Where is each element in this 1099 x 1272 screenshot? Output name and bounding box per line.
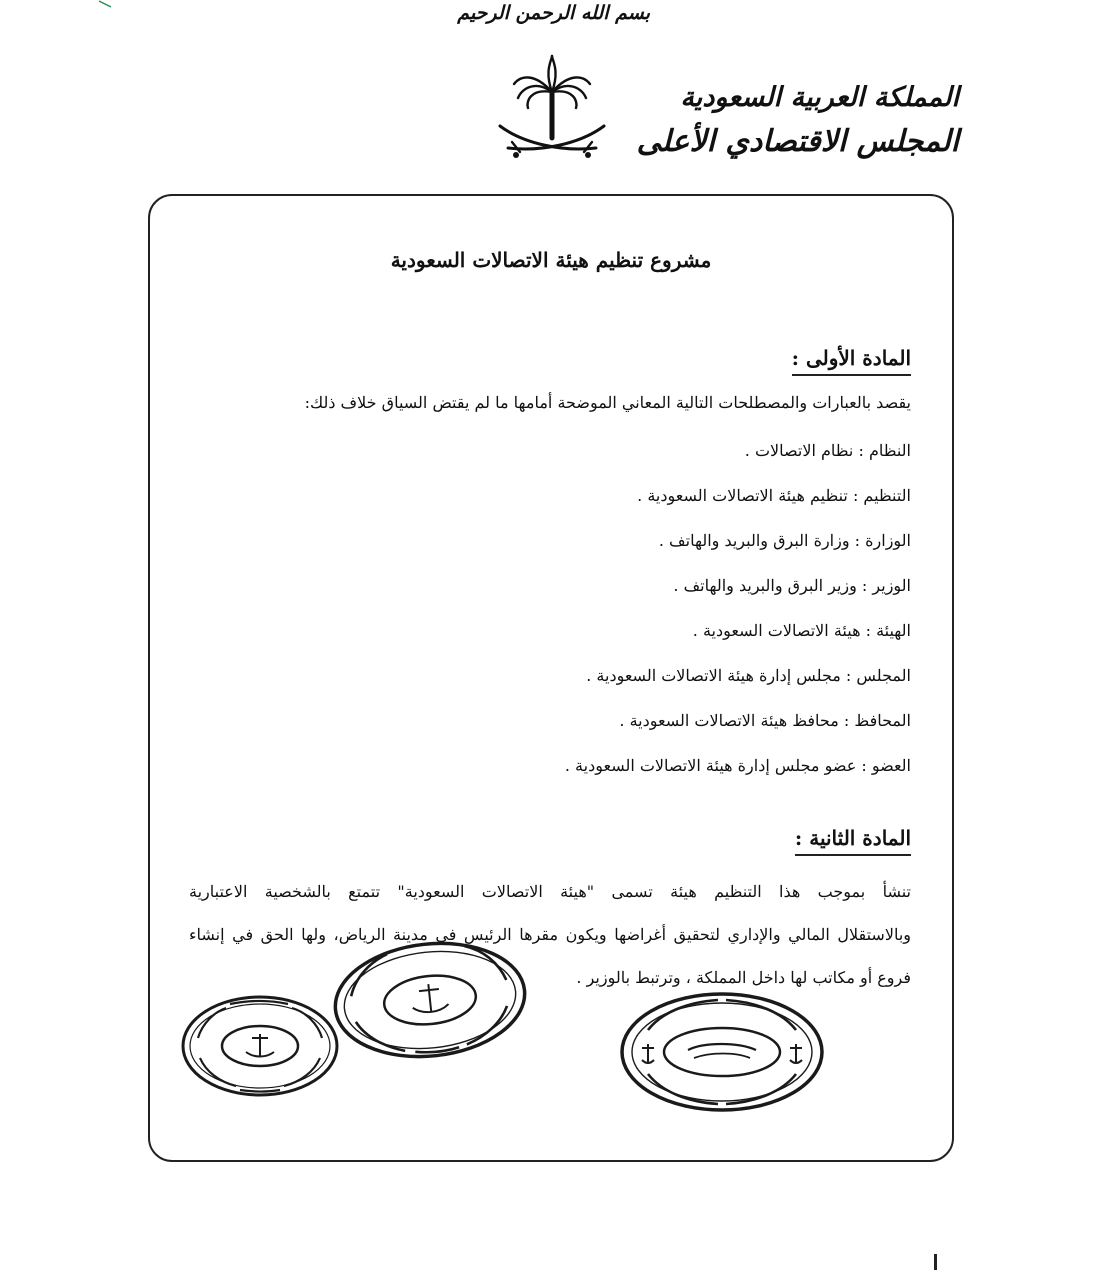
- definition-item: المحافظ : محافظ هيئة الاتصالات السعودية .: [619, 711, 911, 730]
- article2-line: وبالاستقلال المالي والإداري لتحقيق أغراضها ويكون مقرها الرئيس في مدينة الرياض، ولها الحق في إنشاء: [189, 925, 911, 944]
- page-mark: [934, 1254, 937, 1270]
- definition-item: الوزارة : وزارة البرق والبريد والهاتف .: [658, 531, 911, 550]
- definition-item: الهيئة : هيئة الاتصالات السعودية .: [692, 621, 911, 640]
- definition-item: التنظيم : تنظيم هيئة الاتصالات السعودية .: [637, 486, 911, 505]
- official-stamp-center: [330, 938, 530, 1062]
- letterhead: [636, 78, 959, 166]
- official-stamp-right: [618, 990, 826, 1114]
- article2-body: [189, 870, 911, 999]
- definitions-list: [191, 438, 911, 798]
- article2-line: فروع أو مكاتب لها داخل المملكة ، وترتبط بالوزير .: [576, 968, 911, 987]
- article1-heading: المادة الأولى :: [792, 346, 911, 376]
- saudi-palm-swords-emblem-icon: [494, 52, 610, 170]
- corner-mark: [98, 0, 112, 8]
- basmala: بسم الله الرحمن الرحيم: [457, 2, 650, 24]
- kingdom-name: المملكة العربية السعودية: [680, 82, 959, 113]
- definition-item: المجلس : مجلس إدارة هيئة الاتصالات السعودية .: [586, 666, 911, 685]
- document-title: مشروع تنظيم هيئة الاتصالات السعودية: [390, 248, 712, 272]
- definition-item: الوزير : وزير البرق والبريد والهاتف .: [673, 576, 911, 595]
- article2-heading: المادة الثانية :: [795, 826, 911, 856]
- council-name: المجلس الاقتصادي الأعلى: [636, 124, 959, 159]
- article1-intro: يقصد بالعبارات والمصطلحات التالية المعاني الموضحة أمامها ما لم يقتض السياق خلاف ذلك:: [304, 393, 911, 412]
- article2-line: تنشأ بموجب هذا التنظيم هيئة تسمى "هيئة الاتصالات السعودية" تتمتع بالشخصية الاعتبارية: [189, 882, 911, 901]
- definition-item: العضو : عضو مجلس إدارة هيئة الاتصالات السعودية .: [564, 756, 911, 775]
- definition-item: النظام : نظام الاتصالات .: [744, 441, 911, 460]
- official-stamp-left: [180, 994, 340, 1098]
